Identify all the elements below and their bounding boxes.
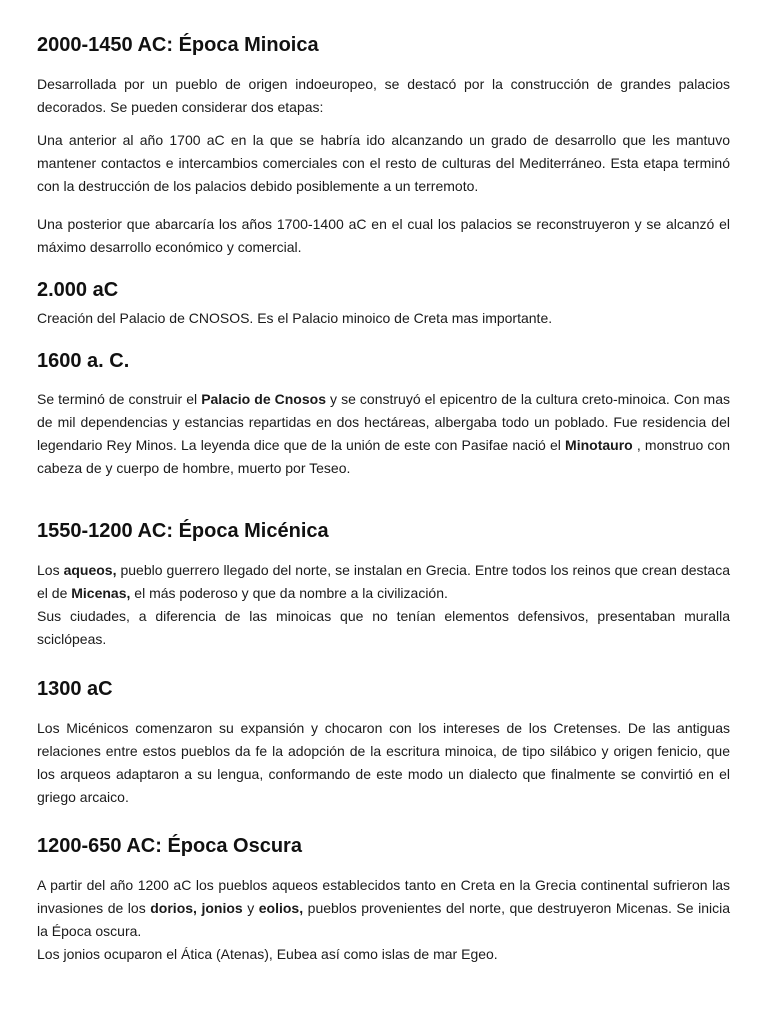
paragraph: Sus ciudades, a diferencia de las minoicas que no tenían elementos defensivos, presentaban muralla sciclópeas. [37, 608, 730, 647]
text-run: Se terminó de construir el [37, 391, 202, 407]
text-run: pueblos provenientes del norte, que destruyeron Micenas. Se inicia la Época oscura. [37, 900, 730, 939]
text-run: A partir del año 1200 aC los pueblos aqueos establecidos tanto en Creta en la Grecia continental sufrieron las invasiones de los [37, 877, 730, 916]
text-run: y [242, 900, 259, 916]
section-heading-oscura: 1200-650 AC: Época Oscura [37, 835, 302, 857]
paragraph: Creación del Palacio de CNOSOS. Es el Palacio minoico de Creta mas importante. [37, 310, 553, 326]
text-run: y se construyó el epicentro de la cultura creto-minoica. Con mas de mil dependencias y estancias repartidas en dos hectáreas, albergaba todo un poblado. Fue residencia del legendario Rey Minos. La leyenda dice que de la unión de este con Pasifae nació el [37, 391, 730, 453]
text-run: pueblo guerrero llegado del norte, se instalan en Grecia. Entre todos los reinos que crean destaca el de [37, 562, 730, 601]
bold-term: aqueos, [63, 562, 117, 578]
section-heading-1600: 1600 a. C. [37, 350, 130, 372]
paragraph [37, 559, 730, 605]
paragraph: Una anterior al año 1700 aC en la que se habría ido alcanzando un grado de desarrollo que les mantuvo mantener contactos e intercambios comerciales con el resto de culturas del Mediterráneo. Esta etapa terminó con la destrucción de los palacios debido posiblemente a un terremoto. [37, 132, 730, 194]
paragraph: Los jonios ocuparon el Ática (Atenas), Eubea así como islas de mar Egeo. [37, 946, 498, 962]
section-heading-1300: 1300 aC [37, 678, 113, 700]
bold-term: Palacio de Cnosos [201, 391, 326, 407]
bold-term: Minotauro [565, 437, 633, 453]
text-run: Los [37, 562, 64, 578]
bold-term: Micenas, [71, 585, 131, 601]
paragraph [37, 388, 730, 480]
paragraph: Desarrollada por un pueblo de origen indoeuropeo, se destacó por la construcción de grandes palacios decorados. Se pueden considerar dos etapas: [37, 76, 730, 115]
text-run: , monstruo con cabeza de y cuerpo de hombre, muerto por Teseo. [37, 437, 730, 476]
section-heading-2000: 2.000 aC [37, 279, 119, 301]
paragraph [37, 874, 730, 943]
paragraph: Una posterior que abarcaría los años 1700-1400 aC en el cual los palacios se reconstruyeron y se alcanzó el máximo desarrollo económico y comercial. [37, 216, 730, 255]
bold-term: dorios, jonios [150, 900, 243, 916]
text-run: el más poderoso y que da nombre a la civilización. [130, 585, 448, 601]
section-heading-minoica: 2000-1450 AC: Época Minoica [37, 34, 319, 56]
paragraph: Los Micénicos comenzaron su expansión y chocaron con los intereses de los Cretenses. De las antiguas relaciones entre estos pueblos da fe la adopción de la escritura minoica, de tipo silábico y origen fenicio, que los arqueos adaptaron a su lengua, conformando de este modo un dialecto que finalmente se convirtió en el griego arcaico. [37, 720, 730, 805]
bold-term: eolios, [258, 900, 304, 916]
section-heading-micenica: 1550-1200 AC: Época Micénica [37, 520, 329, 542]
